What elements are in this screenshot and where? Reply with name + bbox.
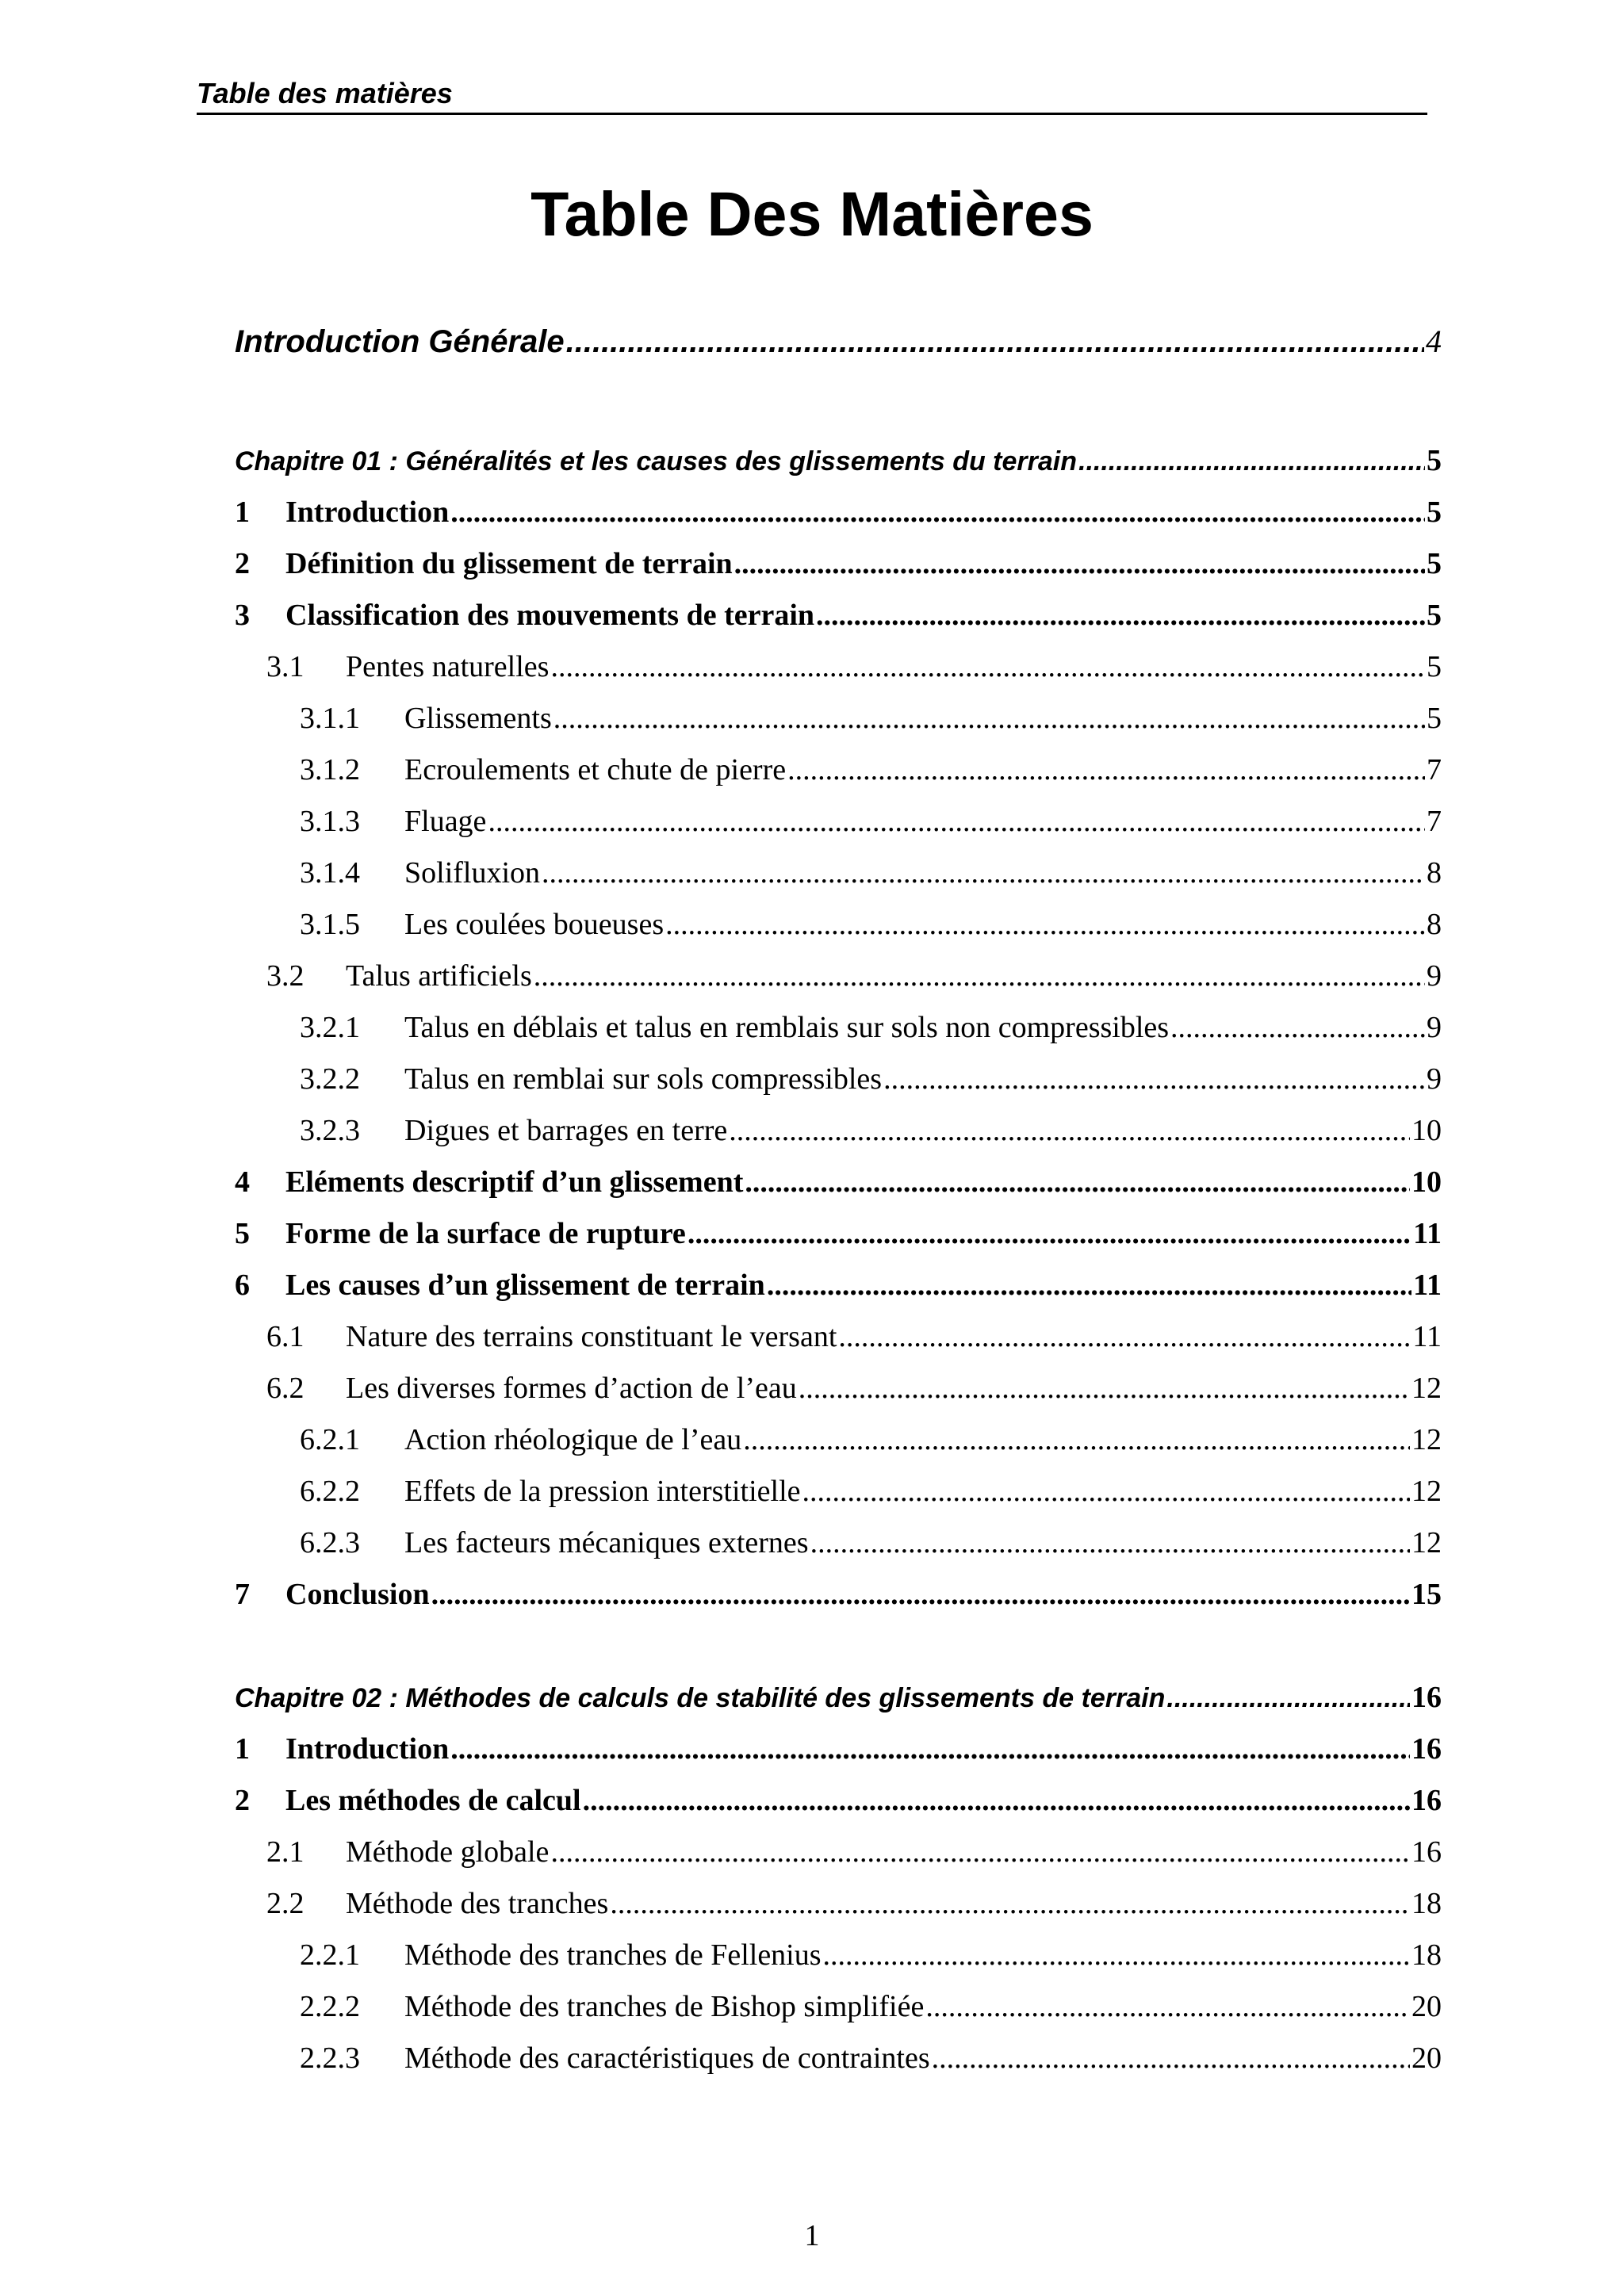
toc-entry[interactable] [235,595,1442,636]
toc-entry-number: 6.1 [266,1320,304,1353]
toc-entry-page: 16 [1411,1681,1442,1714]
dot-leader [450,492,1425,533]
toc-entry-page: 11 [1413,1269,1442,1302]
toc-entry-page: 8 [1427,908,1442,941]
toc-entry[interactable] [235,543,1442,584]
toc-entry[interactable] [235,321,1442,362]
toc-entry-title: Les causes d’un glissement de terrain [285,1269,765,1302]
toc-entry[interactable] [235,2038,1442,2079]
dot-leader [610,1883,1410,1924]
toc-entry[interactable] [235,852,1442,894]
toc-entry[interactable] [235,646,1442,687]
toc-entry-title: Les méthodes de calcul [285,1784,581,1817]
toc-entry-page: 12 [1411,1372,1442,1405]
toc-entry-number: 2 [235,1784,250,1817]
dot-leader [802,1471,1411,1512]
toc-entry-title: Action rhéologique de l’eau [404,1423,742,1456]
toc-entry-page: 5 [1427,702,1442,735]
toc-entry-page: 4 [1426,323,1442,359]
toc-entry[interactable] [235,1265,1442,1306]
toc-entry[interactable] [235,1161,1442,1203]
toc-entry-title: Nature des terrains constituant le versant [346,1320,837,1353]
toc-entry-number: 6 [235,1269,250,1302]
toc-entry[interactable] [235,1007,1442,1048]
dot-leader [743,1419,1410,1460]
toc-entry-number: 3.1 [266,650,304,683]
toc-entry[interactable] [235,492,1442,533]
toc-entry-title: Talus en déblais et talus en remblais sur sols non compressibles [404,1011,1170,1044]
toc-entry-number: 3.1.3 [300,805,360,838]
toc-entry[interactable] [235,1574,1442,1615]
toc-entry-title: Effets de la pression interstitielle [404,1475,801,1508]
toc-entry-title: Méthode des caractéristiques de contraintes [404,2042,930,2075]
dot-leader [566,321,1424,362]
toc-entry-number: 6.2.1 [300,1423,360,1456]
toc-entry-page: 9 [1427,1011,1442,1044]
running-header: Table des matières [197,78,1427,115]
toc-entry-number: 7 [235,1578,250,1611]
dot-leader [1078,441,1425,482]
toc-entry-number: 6.2.3 [300,1526,360,1559]
toc-entry-page: 11 [1413,1217,1442,1250]
toc-entry-number: 6.2 [266,1372,304,1405]
toc-entry-title: Chapitre 01 : Généralités et les causes des glissements du terrain [235,446,1078,476]
toc-entry-number: 3.1.1 [300,702,360,735]
toc-entry-page: 9 [1427,959,1442,993]
toc-entry-title: Définition du glissement de terrain [285,547,733,580]
toc-entry-page: 10 [1411,1165,1442,1199]
toc-entry-number: 3.2.2 [300,1062,360,1096]
toc-entry-page: 11 [1412,1320,1442,1353]
toc-entry[interactable] [235,1986,1442,2027]
dot-leader [810,1522,1410,1563]
dot-leader [431,1574,1410,1615]
dot-leader [745,1161,1410,1203]
toc-entry-title: Introduction [285,1732,450,1766]
toc-entry-title: Forme de la surface de rupture [285,1217,686,1250]
toc-entry[interactable] [235,1368,1442,1409]
toc-entry[interactable] [235,1419,1442,1460]
dot-leader [799,1368,1410,1409]
toc-entry-page: 16 [1411,1784,1442,1817]
toc-entry[interactable] [235,1934,1442,1976]
dot-leader [767,1265,1411,1306]
toc-entry-page: 18 [1411,1887,1442,1920]
toc-entry-page: 16 [1411,1732,1442,1766]
toc-entry-page: 10 [1411,1114,1442,1147]
toc-entry-title: Talus artificiels [346,959,532,993]
dot-leader [883,1058,1425,1100]
toc-entry-title: Méthode des tranches [346,1887,609,1920]
dot-leader [550,646,1425,687]
toc-entry[interactable] [235,440,1442,481]
toc-entry-page: 5 [1427,599,1442,632]
toc-entry-number: 3.1.5 [300,908,360,941]
toc-entry-title: Conclusion [285,1578,430,1611]
dot-leader [688,1213,1411,1254]
toc-entry[interactable] [235,749,1442,790]
toc-entry[interactable] [235,1471,1442,1512]
toc-entry-number: 3.1.2 [300,753,360,786]
dot-leader [729,1110,1410,1151]
toc-entry-number: 4 [235,1165,250,1199]
dot-leader [534,955,1425,997]
toc-entry-title: Chapitre 02 : Méthodes de calculs de stabilité des glissements de terrain [235,1683,1166,1713]
toc-entry[interactable] [235,1058,1442,1100]
toc-entry-number: 1 [235,496,250,529]
dot-leader [665,904,1425,945]
toc-entry-page: 12 [1411,1423,1442,1456]
toc-entry-number: 3.2.3 [300,1114,360,1147]
toc-entry-title: Talus en remblai sur sols compressibles [404,1062,883,1096]
toc-entry-title: Les coulées boueuses [404,908,665,941]
dot-leader [925,1986,1410,2027]
toc-entry[interactable] [235,1780,1442,1821]
dot-leader [1166,1678,1410,1719]
toc-entry-title: Les diverses formes d’action de l’eau [346,1372,797,1405]
toc-entry[interactable] [235,1316,1442,1357]
toc-entry-page: 5 [1427,444,1442,477]
toc-entry-title: Introduction [285,496,450,529]
toc-entry-page: 20 [1411,2042,1442,2075]
toc-entry[interactable] [235,1831,1442,1873]
toc-entry-page: 5 [1427,547,1442,580]
toc-entry-number: 2.1 [266,1835,304,1869]
toc-entry-title: Les facteurs mécaniques externes [404,1526,809,1559]
dot-leader [583,1780,1410,1821]
toc-entry[interactable] [235,904,1442,945]
toc-entry-page: 8 [1427,856,1442,890]
dot-leader [823,1934,1410,1976]
toc-entry[interactable] [235,955,1442,997]
dot-leader [550,1831,1410,1873]
toc-entry-page: 5 [1427,650,1442,683]
toc-entry-page: 7 [1427,805,1442,838]
toc-entry-title: Glissements [404,702,552,735]
dot-leader [734,543,1425,584]
toc-entry-title: Pentes naturelles [346,650,550,683]
dot-leader [816,595,1425,636]
toc-entry-page: 15 [1411,1578,1442,1611]
toc-entry-number: 3.2 [266,959,304,993]
toc-entry-number: 3.1.4 [300,856,360,890]
toc-entry-title: Ecroulements et chute de pierre [404,753,787,786]
toc-entry-number: 5 [235,1217,250,1250]
toc-entry[interactable] [235,1213,1442,1254]
toc-entry-number: 2.2 [266,1887,304,1920]
toc-entry-page: 5 [1427,496,1442,529]
toc-entry-page: 12 [1411,1475,1442,1508]
page-title: Table Des Matières [530,178,1094,249]
toc-entry-title: Introduction Générale [235,324,565,359]
toc-entry-number: 2.2.1 [300,1938,360,1972]
toc-entry[interactable] [235,1883,1442,1924]
toc-entry-title: Méthode globale [346,1835,550,1869]
toc-entry-title: Méthode des tranches de Fellenius [404,1938,822,1972]
toc-entry-page: 20 [1411,1990,1442,2023]
toc-entry-number: 2.2.3 [300,2042,360,2075]
toc-entry-title: Solifluxion [404,856,541,890]
dot-leader [542,852,1425,894]
toc-entry-page: 18 [1411,1938,1442,1972]
toc-entry[interactable] [235,1110,1442,1151]
dot-leader [1170,1007,1425,1048]
dot-leader [488,801,1425,842]
toc-entry-number: 3 [235,599,250,632]
dot-leader [932,2038,1410,2079]
toc-entry[interactable] [235,1677,1442,1718]
toc-entry-number: 2 [235,547,250,580]
toc-entry-page: 12 [1411,1526,1442,1559]
toc-entry-title: Digues et barrages en terre [404,1114,728,1147]
dot-leader [838,1316,1411,1357]
toc-entry-title: Eléments descriptif d’un glissement [285,1165,744,1199]
toc-entry-page: 9 [1427,1062,1442,1096]
dot-leader [553,698,1425,739]
dot-leader [450,1728,1410,1770]
dot-leader [787,749,1425,790]
toc-entry[interactable] [235,801,1442,842]
toc-entry-number: 1 [235,1732,250,1766]
page-number: 1 [804,2219,820,2252]
toc-entry-title: Fluage [404,805,487,838]
toc-entry-number: 6.2.2 [300,1475,360,1508]
toc-entry-title: Classification des mouvements de terrain [285,599,815,632]
toc-entry-page: 7 [1427,753,1442,786]
toc-entry-title: Méthode des tranches de Bishop simplifiée [404,1990,925,2023]
toc-entry-page: 16 [1411,1835,1442,1869]
toc-entry[interactable] [235,1728,1442,1770]
toc-entry[interactable] [235,698,1442,739]
toc-entry-number: 3.2.1 [300,1011,360,1044]
toc-entry-number: 2.2.2 [300,1990,360,2023]
toc-entry[interactable] [235,1522,1442,1563]
